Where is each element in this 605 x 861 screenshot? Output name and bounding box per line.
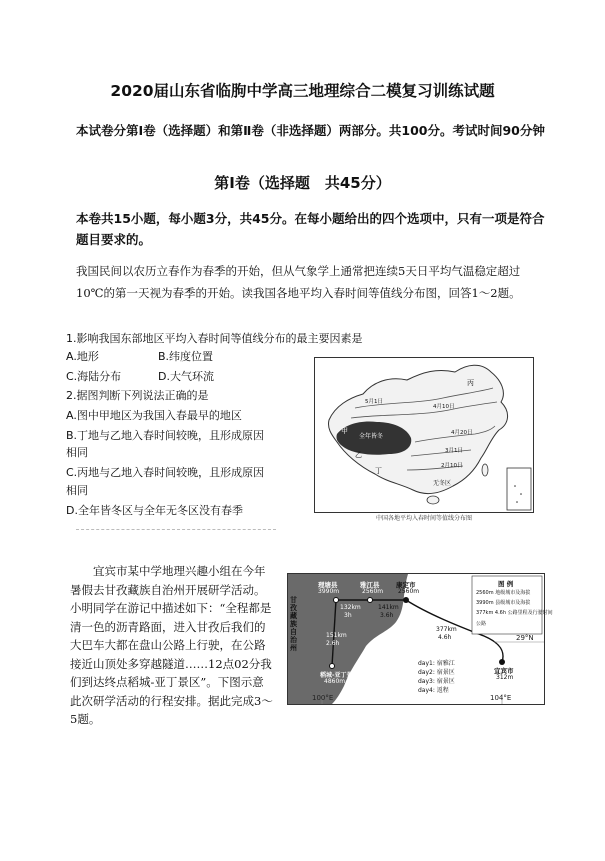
dashed-divider	[76, 529, 276, 530]
q1-stem: 1.影响我国东部地区平均入春时间等值线分布的最主要因素是	[66, 332, 363, 345]
elev-daocheng: 4860m	[324, 678, 346, 685]
exam-intro: 本试卷分第Ⅰ卷（选择题）和第Ⅱ卷（非选择题）两部分。共100分。考试时间90分钟	[76, 123, 545, 138]
elev-kangding: 2560m	[398, 588, 420, 595]
time-seg3: 4.6h	[438, 634, 452, 641]
legend-title: 图 例	[498, 580, 514, 588]
itinerary-day2: day2: 宿景区	[418, 669, 455, 676]
q2-option-a: A.图中甲地区为我国入春最早的地区	[66, 409, 242, 422]
legend-item-2: 3990m 县级城市及海拔	[476, 600, 531, 606]
place-kangding: 康定市	[396, 581, 416, 589]
section-instructions: 本卷共15小题，每小题3分，共45分。在每小题给出的四个选项中，只有一项是符合题目要求的。	[76, 211, 545, 247]
lat-label: 29°N	[516, 634, 534, 642]
legend-item-3: 377km 4.6h 公路里程及行驶时间	[476, 610, 553, 616]
dist-seg3: 377km	[436, 626, 457, 633]
dist-seg1: 132km	[340, 604, 361, 611]
lon-label-2: 104°E	[490, 694, 512, 702]
passage-2: 宜宾市某中学地理兴趣小组在今年暑假去甘孜藏族自治州开展研学活动。小明同学在游记中描述如下：“全程都是清一色的沥青路面，进入甘孜后我们的大巴车大都在盘山公路上行驶，在公路接近山顶处多穿越隧道……12点02分我们到达终点稻城-亚丁景区”。下图示意此次研学活动的行程安排。据此完成3～5题。	[70, 564, 273, 726]
label-yi: 乙	[355, 451, 362, 459]
isoline-label-1: 5月1日	[365, 399, 383, 405]
q2-option-c-cont: 相同	[66, 484, 88, 497]
place-yibin: 宜宾市	[494, 667, 514, 675]
section-title: 第Ⅰ卷（选择题 共45分）	[214, 174, 391, 192]
place-litang: 理塘县	[318, 581, 338, 589]
q1-option-b: B.纬度位置	[158, 350, 214, 363]
place-yajiang: 雅江县	[360, 581, 380, 589]
q2-stem: 2.据图判断下列说法正确的是	[66, 389, 209, 402]
elev-yajiang: 2560m	[362, 588, 384, 595]
time-seg1: 3h	[344, 612, 352, 619]
q2-option-b-cont: 相同	[66, 446, 88, 459]
elev-yibin: 312m	[496, 674, 514, 681]
legend-item-1: 2560m 地级城市及海拔	[476, 590, 531, 596]
q2-option-c: C.丙地与乙地入春时间较晚，且形成原因	[66, 466, 265, 479]
q1-option-d: D.大气环流	[158, 370, 214, 383]
legend-item-4: 公路	[476, 621, 487, 627]
elev-litang: 3990m	[318, 588, 340, 595]
page-title: 2020届山东省临朐中学高三地理综合二模复习训练试题	[110, 82, 495, 100]
isoline-label-5: 2月10日	[441, 463, 463, 469]
dist-seg4: 151km	[326, 632, 347, 639]
china-spring-map	[314, 357, 534, 513]
map1-caption: 中国各地平均入春时间等值线分布图	[375, 515, 472, 522]
label-all-winter: 全年皆冬	[359, 433, 384, 440]
label-bing: 丙	[467, 379, 474, 387]
itinerary-day4: day4: 返程	[418, 687, 449, 694]
trip-route-map	[287, 573, 553, 705]
time-seg4: 2.6h	[326, 640, 340, 647]
q1-option-c: C.海陆分布	[66, 370, 122, 383]
passage-1: 我国民间以农历立春作为春季的开始，但从气象学上通常把连续5天日平均气温稳定超过10℃的第一天视为春季的开始。读我国各地平均入春时间等值线分布图，回答1～2题。	[76, 264, 521, 300]
region-label: 甘孜藏族自治州	[290, 596, 297, 652]
q2-option-b: B.丁地与乙地入春时间较晚，且形成原因	[66, 429, 265, 442]
label-jia: 甲	[341, 427, 348, 435]
isoline-label-4: 3月1日	[445, 448, 463, 454]
dist-seg2: 141km	[378, 604, 399, 611]
q1-option-a: A.地形	[66, 350, 99, 363]
label-no-winter: 无冬区	[433, 480, 452, 487]
q2-option-d: D.全年皆冬区与全年无冬区没有春季	[66, 504, 243, 517]
isoline-label-2: 4月10日	[433, 404, 455, 410]
label-ding: 丁	[375, 467, 382, 475]
itinerary-day3: day3: 宿景区	[418, 678, 455, 685]
isoline-label-3: 4月20日	[451, 430, 473, 436]
itinerary-day1: day1: 宿雅江	[418, 660, 455, 667]
time-seg2: 3.6h	[380, 612, 394, 619]
place-daocheng: 稻城-亚丁景区	[320, 672, 359, 679]
lon-label-1: 100°E	[312, 694, 334, 702]
